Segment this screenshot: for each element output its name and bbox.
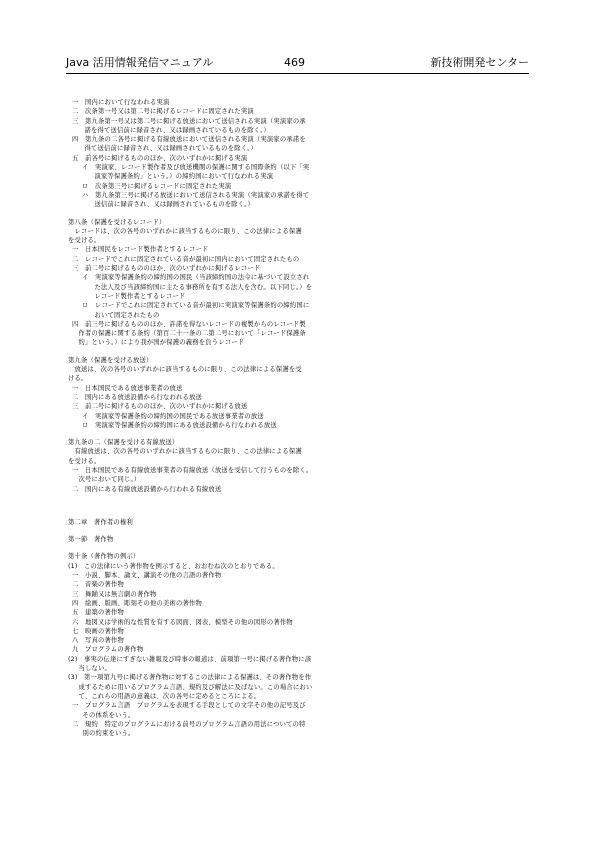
text-line: 九 プログラムの著作物: [72, 646, 144, 654]
text-line: 別の約束をいう。: [76, 730, 135, 738]
text-line: 一 国内において行なわれる実演: [72, 99, 170, 106]
text-line: 演家等保護条約」という。）の締約国において行なわれる実演: [88, 173, 274, 181]
text-block: [68, 535, 530, 544]
text-line: 次号において同じ。）: [72, 476, 141, 484]
header-title: Java 活用情報発信マニュアル: [66, 56, 214, 69]
text-line: た法人及び当該締約国に主たる事務所を有する法人を含む。以下同じ。）を: [88, 283, 313, 291]
text-line: レコードは、次の各号のいずれかに該当するものに限り、この法律による保護: [68, 227, 302, 235]
text-line: 当しない。: [72, 665, 111, 673]
block-spacer: [68, 210, 530, 218]
page-header: [66, 56, 529, 72]
text-line: 八 写真の著作物: [72, 637, 124, 645]
text-line: ハ 第九条第三号に掲げる放送において送信される実演（実演家の承諾を得て: [82, 191, 310, 199]
text-line: イ 実演家、レコード製作者及び放送機関の保護に関する国際条約（以下「実: [82, 164, 310, 172]
text-line: ける。: [68, 375, 88, 383]
text-block: [68, 438, 530, 494]
text-line: 三 第九条第一号又は第二号に掲げる放送において送信される実演（実演家の承: [72, 117, 306, 125]
text-line: 送信前に録音され、又は録画されているものを除く。）: [88, 201, 255, 209]
text-line: て、これらの用語の意義は、次の各号に定めるところによる。: [72, 692, 261, 700]
text-line: 一 日本国民である有線放送事業者の有線放送（放送を受信して行うものを除く。: [72, 466, 313, 474]
text-line: 六 地図又は学術的な性質を有する図面、図表、模型その他の図形の著作物: [72, 618, 293, 626]
text-line: イ 実演家等保護条約の締約国の国民である放送事業者の放送: [82, 412, 264, 420]
text-block: [68, 518, 530, 527]
text-line: おいて固定されたもの: [88, 311, 160, 319]
text-line: 放送は、次の各号のいずれかに該当するものに限り、この法律による保護を受: [68, 366, 302, 374]
text-line: を受ける。: [68, 237, 101, 245]
text-line: 作者の保護に関する条約（第百二十一条の二第二号において「レコード保護条: [72, 330, 306, 338]
text-line: 四 第九条の二各号に掲げる有線放送において送信される実演（実演家の承諾を: [72, 136, 306, 144]
text-line: 二 音楽の著作物: [72, 581, 124, 589]
text-line: ロ 次条第三号に掲げるレコードに固定された実演: [82, 182, 232, 190]
text-line: 三 前二号に掲げるもののほか、次のいずれかに掲げるレコード: [72, 265, 261, 273]
text-line: 得て送信前に録音され、又は録画されているものを除く。）: [78, 145, 258, 153]
text-line: (1) この法律にいう著作物を例示すると、おおむね次のとおりである。: [68, 562, 279, 570]
text-line: 七 映画の著作物: [72, 627, 124, 635]
text-line: 成するために用いるプログラム言語、規約及び解法に及ばない。この場合におい: [72, 683, 313, 691]
text-block: [68, 218, 530, 348]
block-spacer: [68, 544, 530, 552]
text-line: 第十条（著作物の例示）: [68, 553, 140, 561]
text-line: (2) 事実の伝達にすぎない雑報及び時事の報道は、前項第一号に掲げる著作物に該: [68, 655, 312, 663]
block-spacer: [68, 348, 530, 356]
text-line: 第九条の二（保護を受ける有線放送）: [68, 439, 179, 447]
text-line: 三 前二号に掲げるもののほか、次のいずれかに掲げる放送: [72, 403, 248, 411]
text-line: その体系をいう。: [76, 711, 135, 719]
text-line: 二 次条第一号又は第二号に掲げるレコードに固定された実演: [72, 108, 254, 116]
text-line: 諾を得て送信前に録音され、又は録画されているものを除く。）: [78, 126, 271, 134]
page-number: 469: [284, 56, 305, 69]
text-line: 有線放送は、次の各号のいずれかに該当するものに限り、この法律による保護: [68, 448, 302, 456]
block-spacer: [68, 494, 530, 518]
text-line: ロ 実演家等保護条約の締約国にある放送設備から行なわれる放送: [82, 421, 277, 429]
text-line: 二 国内にある放送設備から行なわれる放送: [72, 393, 202, 401]
text-line: 一 プログラム言語 プログラムを表現する手段としての文字その他の記号及び: [72, 702, 306, 710]
text-line: 第二章 著作者の権利: [68, 518, 133, 526]
text-line: 三 舞踊又は無言劇の著作物: [72, 590, 157, 598]
text-line: ロ レコードでこれに固定されている音が最初に実演家等保護条約の締約国に: [82, 302, 310, 310]
text-line: イ 実演家等保護条約の締約国の国民（当該締約国の法令に基づいて設立され: [82, 274, 310, 282]
text-line: (3) 第一項第九号に掲げる著作物に対するこの法律による保護は、その著作物を作: [68, 674, 312, 682]
header-rule: [66, 73, 529, 74]
text-block: [68, 98, 530, 210]
text-line: 約」という。）により我が国が保護の義務を負うレコード: [72, 339, 245, 347]
text-block: [68, 552, 530, 738]
text-line: 第一節 著作物: [68, 536, 114, 544]
text-line: 五 建築の著作物: [72, 609, 124, 617]
text-line: 一 小説、脚本、論文、講演その他の言語の著作物: [72, 572, 222, 580]
text-line: 第八条（保護を受けるレコード）: [68, 218, 166, 226]
text-line: 二 規約 特定のプログラムにおける前号のプログラム言語の用法についての特: [72, 720, 306, 728]
text-line: 一 日本国民をレコード製作者とするレコード: [72, 246, 209, 254]
block-spacer: [68, 430, 530, 438]
text-line: 一 日本国民である放送事業者の放送: [72, 384, 183, 392]
text-line: 四 絵画、版画、彫刻その他の美術の著作物: [72, 599, 202, 607]
text-block: [68, 356, 530, 430]
header-organization: 新技術開発センター: [430, 56, 529, 69]
text-line: 四 前三号に掲げるもののほか、許諾を得ないレコードの複製からのレコード製: [72, 320, 306, 328]
text-line: レコード製作者とするレコード: [88, 292, 186, 300]
text-line: 五 前各号に掲げるもののほか、次のいずれかに掲げる実演: [72, 154, 248, 162]
block-spacer: [68, 527, 530, 535]
document-body: [68, 98, 530, 738]
text-line: 二 レコードでこれに固定されている音が最初に国内において固定されたもの: [72, 255, 300, 263]
text-line: 二 国内にある有線放送設備から行われる有線放送: [72, 485, 222, 493]
text-line: を受ける。: [68, 457, 101, 465]
text-line: 第九条（保護を受ける放送）: [68, 356, 153, 364]
